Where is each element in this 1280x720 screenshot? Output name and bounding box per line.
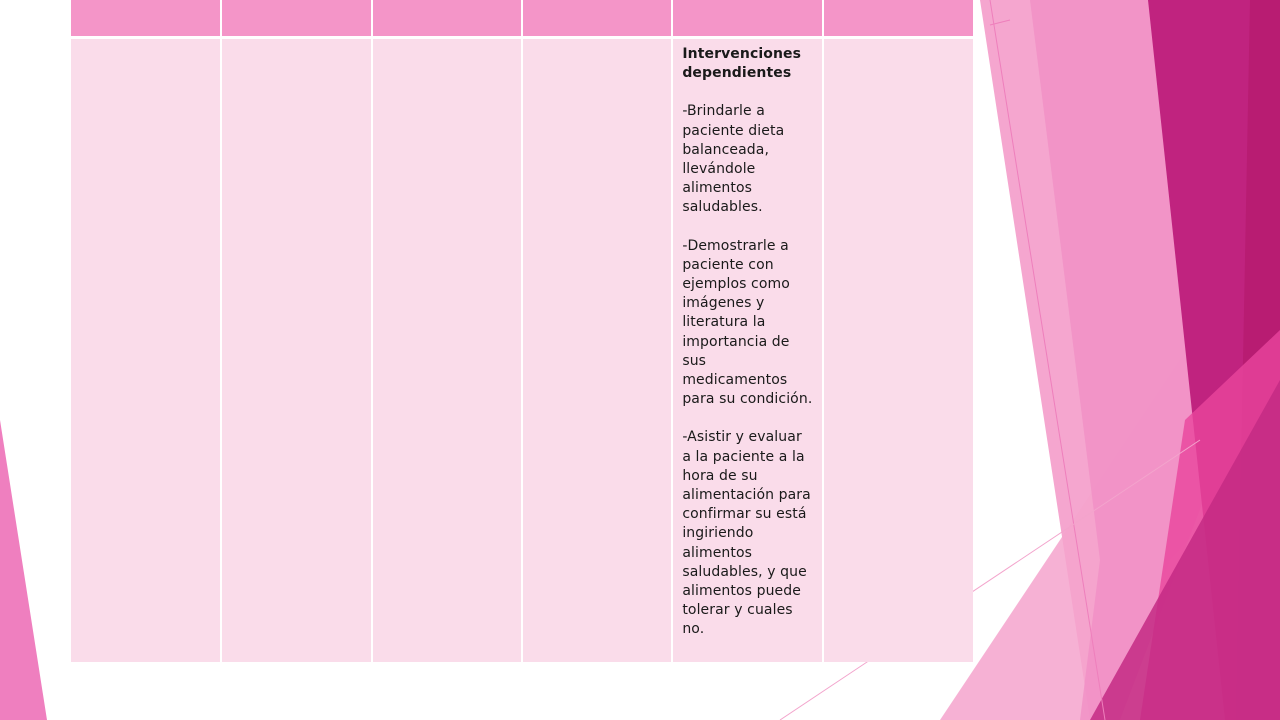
table-cell xyxy=(221,38,371,663)
table-header-cell xyxy=(372,0,522,38)
table-cell xyxy=(372,38,522,663)
left-accent-shape xyxy=(0,420,47,720)
table-header-cell xyxy=(221,0,371,38)
table-header-row xyxy=(71,0,973,38)
table-header-cell xyxy=(71,0,221,38)
table-row xyxy=(71,38,973,663)
table-cell xyxy=(823,38,973,663)
interventions-heading: Intervenciones dependientes xyxy=(682,46,802,82)
care-plan-table xyxy=(71,0,973,662)
interventions-cell xyxy=(672,38,822,663)
table-header-cell xyxy=(672,0,822,38)
intervention-item: -Demostrarle a paciente con ejemplos como imágenes y literatura la importancia de sus medicamentos para su condición. xyxy=(682,237,813,408)
intervention-item: -Asistir y evaluar a la paciente a la hora de su alimentación para confirmar su está ingiriendo alimentos saludables, y que alimentos puede tolerar y cuales no. xyxy=(682,429,811,638)
table-cell xyxy=(71,38,221,663)
intervention-item: -Brindarle a paciente dieta balanceada, llevándole alimentos saludables. xyxy=(682,103,785,216)
table-header-cell xyxy=(522,0,672,38)
table-cell xyxy=(522,38,672,663)
table-header-cell xyxy=(823,0,973,38)
interventions-text xyxy=(673,39,821,640)
